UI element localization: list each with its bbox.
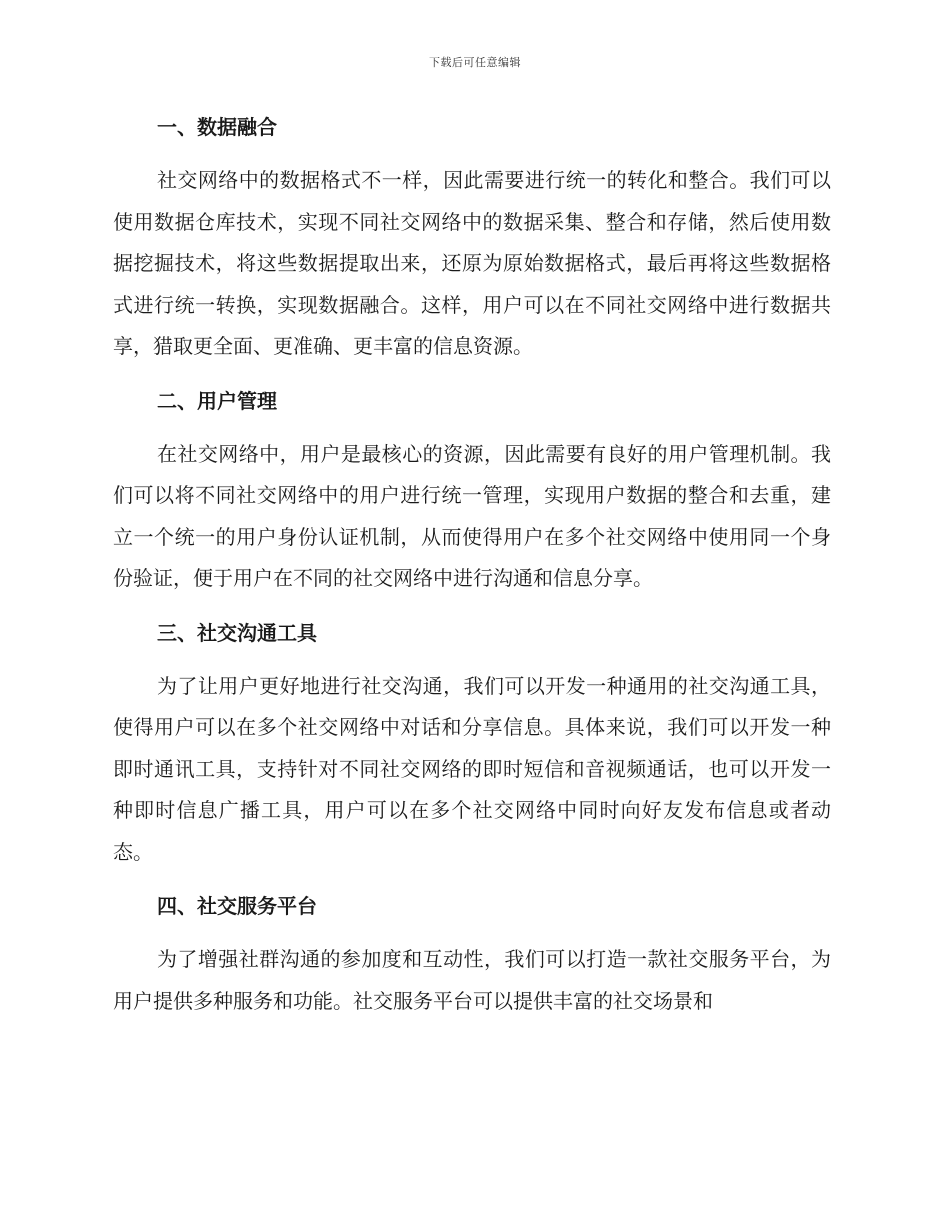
page-header: 下载后可任意编辑 <box>429 56 521 69</box>
section-data-fusion <box>113 104 831 368</box>
section-service-platform <box>113 883 831 1022</box>
section-heading: 二、用户管理 <box>157 388 277 413</box>
section-paragraph: 为了增强社群沟通的参加度和互动性，我们可以打造一款社交服务平台，为用户提供多种服务和功能。社交服务平台可以提供丰富的社交场景和 <box>113 947 831 1013</box>
section-paragraph: 为了让用户更好地进行社交沟通，我们可以开发一种通用的社交沟通工具，使得用户可以在多个社交网络中对话和分享信息。具体来说，我们可以开发一种即时通讯工具，支持针对不同社交网络的即时短信和音视频通话，也可以开发一种即时信息广播工具，用户可以在多个社交网络中同时向好友发布信息或者动态。 <box>113 673 831 864</box>
section-paragraph: 社交网络中的数据格式不一样，因此需要进行统一的转化和整合。我们可以使用数据仓库技术，实现不同社交网络中的数据采集、整合和存储，然后使用数据挖掘技术，将这些数据提取出来，还原为原始数据格式，最后再将这些数据格式进行统一转换，实现数据融合。这样，用户可以在不同社交网络中进行数据共享，猎取更全面、更准确、更丰富的信息资源。 <box>113 168 831 358</box>
section-heading: 四、社交服务平台 <box>157 894 317 918</box>
section-paragraph: 在社交网络中，用户是最核心的资源，因此需要有良好的用户管理机制。我们可以将不同社交网络中的用户进行统一管理，实现用户数据的整合和去重，建立一个统一的用户身份认证机制，从而使得用户在多个社交网络中使用同一个身份验证，便于用户在不同的社交网络中进行沟通和信息分享。 <box>113 441 831 590</box>
section-heading: 三、社交沟通工具 <box>157 620 317 645</box>
section-heading: 一、数据融合 <box>157 115 277 139</box>
section-communication-tools <box>113 610 831 874</box>
section-user-management <box>113 378 831 600</box>
document-body <box>113 104 831 1032</box>
